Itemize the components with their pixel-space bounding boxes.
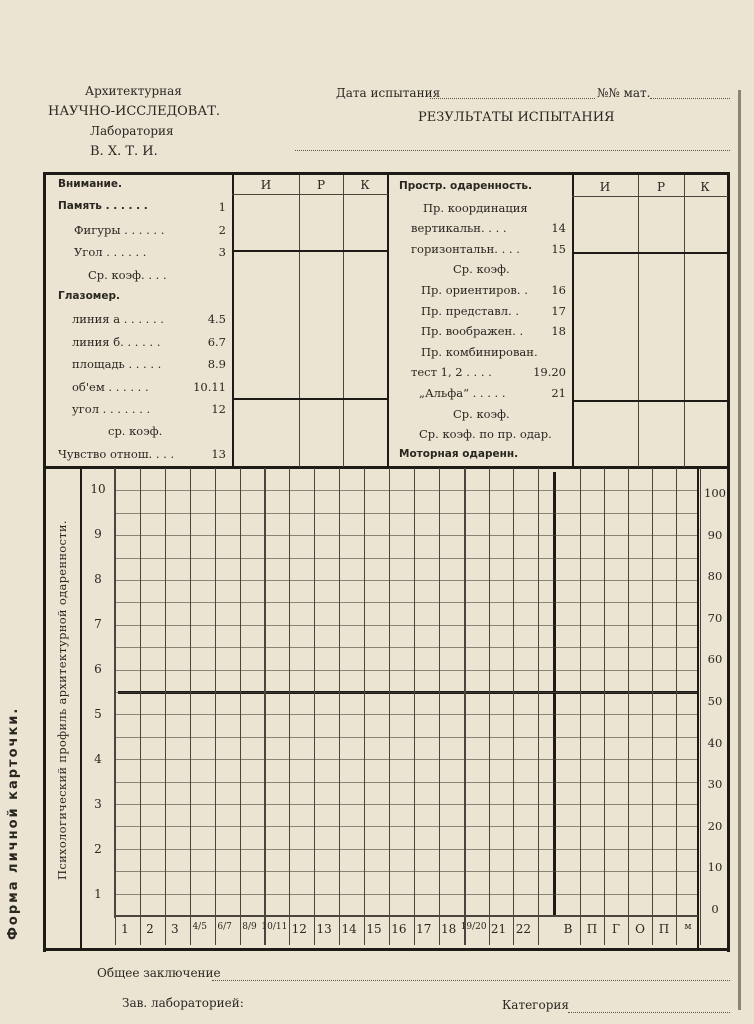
graph-grid-hline <box>115 670 697 671</box>
page-title: РЕЗУЛЬТАТЫ ИСПЫТАНИЯ <box>418 110 615 125</box>
left-row-label: Фигуры . . . . . . <box>74 222 165 237</box>
right-col-head-i: И <box>599 180 611 194</box>
graph-vertical-caption: Психологический профиль архитектурной одаренности. <box>55 520 69 880</box>
right-row-number: 19.20 <box>533 365 566 380</box>
left-row-label: Внимание. <box>58 178 123 190</box>
graph-grid-vline <box>389 468 390 945</box>
graph-x-letter: м <box>684 922 692 932</box>
graph-grid-vline <box>115 468 116 945</box>
right-row-label: Моторная одаренн. <box>399 447 519 460</box>
graph-y-left-label: 7 <box>94 617 102 631</box>
graph-grid-vline <box>513 468 514 945</box>
graph-x-label: 10/11 <box>261 922 288 932</box>
left-row-label: Угол . . . . . . <box>74 245 147 260</box>
graph-y-right-label: 30 <box>707 777 723 792</box>
graph-grid-vline <box>580 468 581 945</box>
date-field[interactable] <box>430 98 595 99</box>
right-row-label: Ср. коэф. по пр. одар. <box>419 427 552 442</box>
left-row-label: угол . . . . . . . <box>72 402 151 416</box>
graph-grid-vline <box>604 468 605 945</box>
graph-y-left-label: 9 <box>94 527 102 541</box>
graph-x-label: 16 <box>391 922 407 936</box>
graph-y-left-label: 3 <box>94 797 102 811</box>
num-field[interactable] <box>650 98 730 99</box>
graph-grid-hline <box>115 714 697 715</box>
left-col-head-k: К <box>360 178 370 192</box>
right-row-label: „Альфа“ . . . . . <box>419 386 506 400</box>
left-score-col-line <box>232 172 234 468</box>
graph-x-label: 3 <box>170 922 179 936</box>
right-row-number: 21 <box>551 386 566 400</box>
right-row-label: Ср. коэф. <box>453 406 510 421</box>
left-row-label: площадь . . . . . <box>72 357 162 372</box>
right-row-number: 15 <box>551 241 566 256</box>
graph-grid-vline <box>264 468 266 945</box>
graph-grid-vline <box>289 468 290 945</box>
graph-x-label: 4/5 <box>192 922 207 932</box>
graph-grid-hline <box>115 625 697 626</box>
graph-x-label: 12 <box>291 922 307 936</box>
category-field[interactable] <box>568 1012 730 1013</box>
graph-y-left-label: 2 <box>94 842 102 856</box>
left-row-number: 1 <box>218 200 226 215</box>
graph-grid-hline <box>115 580 697 581</box>
graph-right-axis <box>697 468 699 950</box>
graph-x-label: 22 <box>515 922 532 936</box>
graph-grid-hline <box>115 558 697 559</box>
left-row-label: линия а . . . . . . <box>72 312 164 327</box>
left-col-head-r: Р <box>316 178 326 192</box>
left-section-line-2 <box>232 398 388 400</box>
right-score-col-line <box>572 172 574 468</box>
right-col-head-r: Р <box>656 180 666 194</box>
graph-grid-vline <box>339 468 340 945</box>
graph-letters-divider <box>553 472 556 917</box>
graph-grid-hline <box>115 737 697 738</box>
org-line-4: В. Х. Т. И. <box>90 144 158 159</box>
graph-y-right-label: 10 <box>707 860 723 875</box>
right-row-label: Ср. коэф. <box>453 262 510 277</box>
graph-x-label: 14 <box>341 922 357 936</box>
graph-x-letter: П <box>586 922 598 936</box>
table-bottom-border <box>43 948 730 951</box>
graph-grid-hline <box>115 804 697 805</box>
graph-x-label: 1 <box>121 922 129 936</box>
org-line-2: НАУЧНО-ИССЛЕДОВАТ. <box>48 104 221 119</box>
left-section-line-1 <box>232 250 388 252</box>
right-col-line-k <box>684 175 685 467</box>
left-col-line-k <box>343 175 344 467</box>
graph-x-label: 19/20 <box>460 922 487 932</box>
left-row-number: 6.7 <box>207 334 226 349</box>
edge-strip <box>738 90 741 1010</box>
right-row-label: горизонтальн. . . . <box>411 241 520 256</box>
graph-x-label: 17 <box>416 922 432 936</box>
graph-grid-vline <box>464 468 466 945</box>
header-dotline-1 <box>295 150 730 151</box>
left-row-number: 8.9 <box>207 357 226 372</box>
graph-grid-vline <box>676 468 677 945</box>
graph-x-label: 13 <box>316 922 332 936</box>
graph-x-label: 21 <box>490 922 507 936</box>
right-row-label: Пр. воображен. . <box>421 324 524 339</box>
left-row-number: 2 <box>218 222 226 237</box>
left-row-number: 10.11 <box>193 379 226 394</box>
org-line-1: Архитектурная <box>85 84 182 98</box>
left-row-label: Чувство отнош. . . . <box>58 446 175 461</box>
graph-base-line <box>114 915 698 917</box>
right-head-underline <box>572 196 728 197</box>
graph-x-label: 8/9 <box>242 922 257 932</box>
table-left-border <box>43 172 46 952</box>
graph-left-axis <box>80 468 82 950</box>
right-row-label: вертикальн. . . . <box>411 221 507 236</box>
left-row-label: ср. коэф. <box>108 424 163 439</box>
right-row-label: Пр. комбинирован. <box>421 344 538 359</box>
right-row-number: 14 <box>551 221 566 236</box>
right-row-number: 17 <box>551 303 566 318</box>
right-row-label: тест 1, 2 . . . . <box>411 365 492 380</box>
graph-y-right-label: 60 <box>707 652 723 667</box>
graph-y-right-label: 50 <box>707 694 723 708</box>
right-section-line-2 <box>572 400 728 402</box>
graph-grid-hline <box>115 871 697 872</box>
right-row-label: Пр. координация <box>423 200 528 215</box>
graph-x-label: 2 <box>146 922 154 936</box>
conclusion-field[interactable] <box>212 980 730 981</box>
side-title: Форма личной карточки. <box>6 706 21 940</box>
graph-y-right-label: 0 <box>711 902 719 916</box>
right-col-line-r <box>638 175 639 467</box>
lab-head-label: Зав. лабораторией: <box>122 996 244 1010</box>
left-row-label: Глазомер. <box>58 290 120 302</box>
graph-grid-hline <box>115 647 697 648</box>
left-row-number: 13 <box>211 446 226 461</box>
graph-y-right-label: 100 <box>704 486 726 500</box>
graph-y-left-label: 4 <box>94 752 102 766</box>
graph-grid-vline <box>215 468 216 945</box>
graph-y-right-label: 70 <box>707 610 723 625</box>
graph-grid-vline <box>240 468 241 945</box>
right-row-label: Простр. одаренность. <box>399 180 533 192</box>
right-row-number: 18 <box>551 324 566 339</box>
left-row-number: 12 <box>211 402 226 416</box>
graph-x-letter: В <box>563 922 573 936</box>
graph-grid-vline <box>314 468 315 945</box>
graph-grid-hline <box>115 759 697 760</box>
graph-grid-vline <box>489 468 490 945</box>
graph-grid-vline <box>439 468 440 945</box>
graph-y-left-label: 8 <box>94 572 102 586</box>
graph-x-letter: О <box>635 922 645 936</box>
graph-grid-hline <box>115 782 697 783</box>
graph-x-letter: П <box>658 922 670 936</box>
graph-y-right-label: 80 <box>707 569 723 584</box>
graph-grid-hline <box>115 692 697 693</box>
graph-x-label: 18 <box>441 922 457 936</box>
graph-x-label: 15 <box>366 922 382 936</box>
graph-grid-hline <box>115 490 697 491</box>
right-row-label: Пр. ориентиров. . <box>421 283 528 297</box>
category-label: Категория <box>502 998 569 1012</box>
table-right-border <box>727 172 730 952</box>
graph-y-left-label: 10 <box>90 482 106 496</box>
right-col-head-k: К <box>700 180 710 194</box>
left-row-label: Память . . . . . . <box>58 200 148 213</box>
date-label: Дата испытания <box>336 86 441 100</box>
left-head-underline <box>232 194 388 195</box>
right-row-number: 16 <box>551 283 566 297</box>
graph-grid-hline <box>115 602 697 603</box>
right-section-line-1 <box>572 252 728 254</box>
left-col-head-i: И <box>260 178 272 192</box>
graph-grid-vline <box>628 468 629 945</box>
left-col-line-r <box>299 175 300 467</box>
left-row-number: 4.5 <box>207 312 226 327</box>
graph-grid-hline <box>115 849 697 850</box>
left-row-label: об'ем . . . . . . <box>72 379 149 394</box>
left-right-divider <box>387 172 389 468</box>
graph-grid-hline <box>115 826 697 827</box>
graph-grid-hline <box>115 513 697 514</box>
graph-y-left-label: 1 <box>94 887 102 901</box>
graph-x-letter: Г <box>612 922 620 936</box>
graph-y-left-label: 5 <box>94 707 102 721</box>
graph-x-label: 6/7 <box>217 922 232 932</box>
conclusion-label: Общее заключение <box>97 966 221 980</box>
graph-y-left-label: 6 <box>94 662 102 676</box>
graph-y-right-label: 90 <box>707 527 723 542</box>
graph-grid-vline <box>190 468 191 945</box>
graph-y-right-label: 20 <box>707 818 723 833</box>
graph-grid-vline <box>165 468 166 945</box>
graph-grid-vline <box>538 468 539 945</box>
num-label: №№ мат. <box>597 86 651 100</box>
graph-grid-hline <box>115 894 697 895</box>
left-row-label: Ср. коэф. . . . <box>88 267 167 282</box>
graph-grid-vline <box>652 468 653 945</box>
right-row-label: Пр. представл. . <box>421 303 520 318</box>
org-line-3: Лаборатория <box>90 124 174 138</box>
graph-grid-hline <box>115 535 697 536</box>
graph-y-right-label: 40 <box>707 735 723 750</box>
graph-grid-vline <box>414 468 415 945</box>
graph-grid-vline <box>140 468 141 945</box>
left-row-label: линия б. . . . . . <box>72 334 161 349</box>
graph-grid-vline <box>364 468 365 945</box>
left-row-number: 3 <box>218 245 226 260</box>
